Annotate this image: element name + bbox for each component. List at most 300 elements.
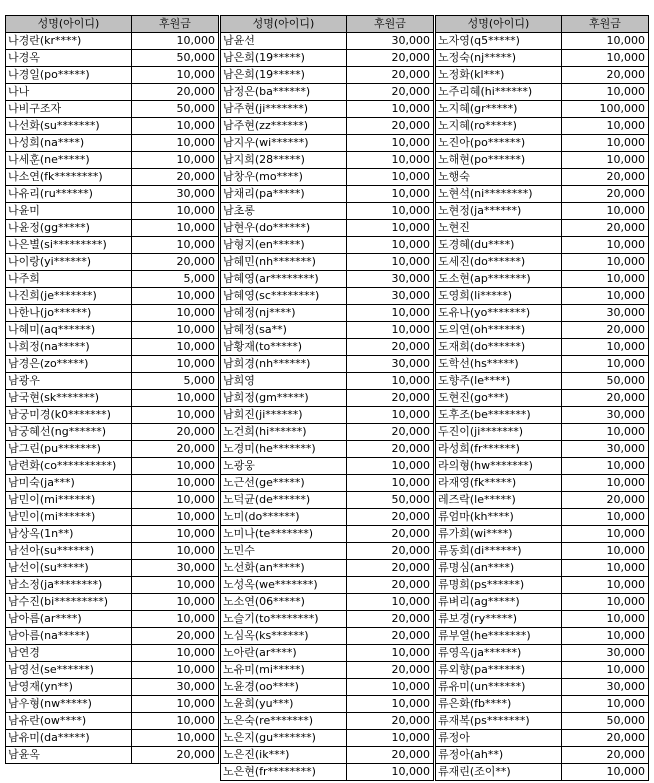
table-row [6, 288, 219, 305]
donation-amount: 50,000 [132, 101, 219, 118]
table-row [6, 730, 219, 747]
donor-name: 남수진(bi*********) [6, 594, 132, 611]
table-row [221, 390, 434, 407]
donation-amount: 20,000 [132, 169, 219, 186]
donor-name: 류은화(fb****) [436, 696, 562, 713]
donor-name: 노건희(hi******) [221, 424, 347, 441]
donor-name: 남혜영(ar********) [221, 271, 347, 288]
donation-amount: 10,000 [562, 254, 649, 271]
donor-name: 남희정(gm*****) [221, 390, 347, 407]
donation-amount: 10,000 [132, 611, 219, 628]
table-row [6, 101, 219, 118]
donation-amount: 10,000 [562, 50, 649, 67]
donation-amount: 30,000 [562, 441, 649, 458]
donor-name: 나혜미(aq******) [6, 322, 132, 339]
table-row [6, 135, 219, 152]
donor-name: 남소정(ja********) [6, 577, 132, 594]
donation-amount: 10,000 [562, 526, 649, 543]
donation-amount: 30,000 [347, 356, 434, 373]
table-row [436, 713, 649, 730]
donor-name: 도재희(do******) [436, 339, 562, 356]
donation-amount: 10,000 [347, 458, 434, 475]
donation-amount: 10,000 [562, 33, 649, 50]
table-row [6, 713, 219, 730]
donor-name: 도유나(yo*******) [436, 305, 562, 322]
table-row [436, 441, 649, 458]
donation-amount: 10,000 [562, 288, 649, 305]
table-row [221, 67, 434, 84]
donor-name: 노성옥(we*******) [221, 577, 347, 594]
table-row [221, 424, 434, 441]
donor-name: 남채리(pa*****) [221, 186, 347, 203]
header-row [6, 16, 219, 33]
donor-name: 나희정(na*****) [6, 339, 132, 356]
donor-name: 남은희(19*****) [221, 50, 347, 67]
table-row [6, 458, 219, 475]
donor-name: 나이랑(yi******) [6, 254, 132, 271]
table-row [6, 254, 219, 271]
donation-amount: 50,000 [132, 50, 219, 67]
donation-amount: 10,000 [132, 33, 219, 50]
donor-name: 노현진 [436, 220, 562, 237]
table-row [436, 424, 649, 441]
donor-name: 남궁혜선(ng******) [6, 424, 132, 441]
donor-name: 도현진(go***) [436, 390, 562, 407]
donation-amount: 10,000 [347, 305, 434, 322]
donor-name: 라의형(hw*******) [436, 458, 562, 475]
donor-name: 남유란(ow****) [6, 713, 132, 730]
header-amount: 후원금 [562, 16, 649, 33]
donor-name: 노지혜(ro*****) [436, 118, 562, 135]
donation-amount: 10,000 [347, 169, 434, 186]
donor-name: 나나 [6, 84, 132, 101]
header-amount: 후원금 [347, 16, 434, 33]
donor-name: 나은별(si*********) [6, 237, 132, 254]
donor-name: 나경란(kr****) [6, 33, 132, 50]
donation-amount: 10,000 [132, 509, 219, 526]
donation-amount: 10,000 [562, 237, 649, 254]
donor-name: 나경일(po*****) [6, 67, 132, 84]
donation-amount: 30,000 [562, 645, 649, 662]
donor-name: 남지희(28*****) [221, 152, 347, 169]
donor-name: 남혜영(sc********) [221, 288, 347, 305]
table-row [436, 764, 649, 781]
donation-amount: 10,000 [562, 764, 649, 781]
table-row [436, 526, 649, 543]
donor-name: 노유미(mi*****) [221, 662, 347, 679]
donation-amount: 50,000 [347, 492, 434, 509]
donor-name: 남혜정(nj****) [221, 305, 347, 322]
donor-name: 노미(do******) [221, 509, 347, 526]
table-row [436, 339, 649, 356]
table-row [436, 135, 649, 152]
donation-amount: 10,000 [132, 152, 219, 169]
donation-amount: 10,000 [132, 492, 219, 509]
donor-name: 류가희(wi****) [436, 526, 562, 543]
table-row [221, 679, 434, 696]
table-row [436, 611, 649, 628]
donation-amount: 10,000 [562, 611, 649, 628]
donor-name: 남희진(ji******) [221, 407, 347, 424]
donation-amount: 20,000 [347, 526, 434, 543]
table-row [436, 84, 649, 101]
donor-name: 나진희(je*******) [6, 288, 132, 305]
donation-amount: 20,000 [347, 84, 434, 101]
table-row [221, 203, 434, 220]
donor-name: 남궁미경(k0*******) [6, 407, 132, 424]
donor-name: 나성희(na****) [6, 135, 132, 152]
donor-name: 남윤선 [221, 33, 347, 50]
donor-name: 남아름(ar****) [6, 611, 132, 628]
donation-amount: 30,000 [132, 679, 219, 696]
table-row [6, 33, 219, 50]
donor-name: 노경미(he*******) [221, 441, 347, 458]
donation-amount: 10,000 [562, 271, 649, 288]
donation-amount: 10,000 [347, 730, 434, 747]
header-amount: 후원금 [132, 16, 219, 33]
donor-name: 남주현(ji*******) [221, 101, 347, 118]
table-row [221, 662, 434, 679]
donation-amount: 10,000 [132, 322, 219, 339]
donation-amount: 10,000 [347, 220, 434, 237]
donation-amount: 30,000 [347, 271, 434, 288]
table-row [6, 492, 219, 509]
table-row [6, 424, 219, 441]
donation-amount: 10,000 [562, 203, 649, 220]
table-row [436, 186, 649, 203]
donor-name: 나윤미 [6, 203, 132, 220]
table-row [436, 458, 649, 475]
donation-amount: 10,000 [132, 543, 219, 560]
table-row [221, 373, 434, 390]
donor-name: 류영옥(ja******) [436, 645, 562, 662]
donation-amount: 30,000 [132, 186, 219, 203]
table-row [6, 594, 219, 611]
table-row [6, 390, 219, 407]
table-row [221, 169, 434, 186]
donation-amount: 30,000 [562, 679, 649, 696]
donor-name: 두진이(ji*******) [436, 424, 562, 441]
table-row [221, 560, 434, 577]
donor-name: 나주희 [6, 271, 132, 288]
donation-amount: 10,000 [132, 526, 219, 543]
table-row [6, 305, 219, 322]
donation-amount: 10,000 [347, 135, 434, 152]
table-row [436, 305, 649, 322]
donation-amount: 10,000 [562, 356, 649, 373]
donor-name: 도세진(do******) [436, 254, 562, 271]
donation-amount: 10,000 [347, 203, 434, 220]
donation-amount: 20,000 [562, 747, 649, 764]
donation-amount: 20,000 [562, 322, 649, 339]
donor-name: 나세훈(ne*****) [6, 152, 132, 169]
donation-amount: 20,000 [347, 67, 434, 84]
donation-amount: 20,000 [562, 220, 649, 237]
table-row [436, 356, 649, 373]
table-row [436, 118, 649, 135]
donor-name: 류엄마(kh****) [436, 509, 562, 526]
donation-amount: 30,000 [562, 407, 649, 424]
donation-amount: 10,000 [132, 135, 219, 152]
donor-name: 도영희(li*****) [436, 288, 562, 305]
donation-amount: 20,000 [347, 339, 434, 356]
table-row [436, 152, 649, 169]
donation-amount: 10,000 [347, 152, 434, 169]
donation-amount: 10,000 [347, 322, 434, 339]
donation-amount: 10,000 [562, 152, 649, 169]
donation-amount: 20,000 [347, 118, 434, 135]
table-row [221, 118, 434, 135]
donation-amount: 20,000 [562, 492, 649, 509]
donor-name: 남상옥(1n**) [6, 526, 132, 543]
table-row [6, 271, 219, 288]
donor-name: 남선이(su*****) [6, 560, 132, 577]
donation-amount: 10,000 [132, 662, 219, 679]
table-row [221, 339, 434, 356]
donor-name: 도경혜(du****) [436, 237, 562, 254]
donor-name: 남우형(nw*****) [6, 696, 132, 713]
donation-amount: 10,000 [132, 645, 219, 662]
donation-amount: 10,000 [132, 594, 219, 611]
donation-amount: 20,000 [347, 628, 434, 645]
donation-amount: 20,000 [347, 713, 434, 730]
donation-amount: 10,000 [132, 696, 219, 713]
donor-name: 남국현(sk*******) [6, 390, 132, 407]
table-row [436, 509, 649, 526]
table-row [221, 509, 434, 526]
table-row [221, 730, 434, 747]
donor-name: 류벼리(ag*****) [436, 594, 562, 611]
donation-amount: 10,000 [562, 475, 649, 492]
donation-amount: 10,000 [132, 390, 219, 407]
donor-name: 남광우 [6, 373, 132, 390]
table-row [6, 118, 219, 135]
table-row [221, 526, 434, 543]
donor-name: 노현정(ja******) [436, 203, 562, 220]
table-row [221, 407, 434, 424]
donation-amount: 10,000 [562, 458, 649, 475]
donation-amount: 10,000 [132, 67, 219, 84]
table-row [221, 764, 434, 781]
header-name: 성명(아이디) [221, 16, 347, 33]
donation-amount: 5,000 [132, 373, 219, 390]
donor-name: 남아름(na*****) [6, 628, 132, 645]
donor-name: 남창우(mo****) [221, 169, 347, 186]
donation-amount: 10,000 [562, 594, 649, 611]
table-row [221, 84, 434, 101]
table-row [221, 135, 434, 152]
donation-amount: 10,000 [132, 713, 219, 730]
donor-name: 남영재(yn**) [6, 679, 132, 696]
donor-name: 도향주(le****) [436, 373, 562, 390]
donation-amount: 20,000 [132, 441, 219, 458]
donation-amount: 10,000 [562, 662, 649, 679]
table-row [6, 84, 219, 101]
donor-name: 노미나(te*******) [221, 526, 347, 543]
table-row [221, 577, 434, 594]
table-row [221, 101, 434, 118]
donor-name: 남주현(zz******) [221, 118, 347, 135]
donor-name: 노소연(06*****) [221, 594, 347, 611]
donation-amount: 10,000 [347, 237, 434, 254]
donor-name: 라성희(fr******) [436, 441, 562, 458]
donor-name: 류유미(un******) [436, 679, 562, 696]
table-row [6, 611, 219, 628]
table-row [6, 152, 219, 169]
donation-amount: 10,000 [132, 475, 219, 492]
table-row [436, 237, 649, 254]
table-row [436, 407, 649, 424]
donor-name: 남미숙(ja***) [6, 475, 132, 492]
donation-amount: 10,000 [132, 237, 219, 254]
donor-name: 노자영(q5*****) [436, 33, 562, 50]
donor-name: 나유리(ru******) [6, 186, 132, 203]
table-row [6, 322, 219, 339]
donor-name: 도후조(be*******) [436, 407, 562, 424]
donation-amount: 10,000 [132, 118, 219, 135]
donation-amount: 10,000 [562, 118, 649, 135]
donation-amount: 10,000 [562, 84, 649, 101]
donation-amount: 20,000 [347, 577, 434, 594]
donation-amount: 20,000 [132, 747, 219, 764]
donor-name: 류외향(pa******) [436, 662, 562, 679]
table-row [436, 101, 649, 118]
donor-table-1 [5, 15, 219, 764]
table-row [221, 220, 434, 237]
table-row [436, 33, 649, 50]
donor-name: 노선화(an*****) [221, 560, 347, 577]
table-row [436, 390, 649, 407]
table-row [221, 271, 434, 288]
donor-name: 나경옥 [6, 50, 132, 67]
donation-amount: 10,000 [562, 628, 649, 645]
donation-amount: 20,000 [347, 390, 434, 407]
table-row [6, 543, 219, 560]
donor-name: 나한나(jo******) [6, 305, 132, 322]
donor-name: 노지혜(gr*****) [436, 101, 562, 118]
table-row [221, 492, 434, 509]
donation-amount: 10,000 [347, 101, 434, 118]
table-row [436, 662, 649, 679]
table-row [221, 594, 434, 611]
table-row [6, 645, 219, 662]
donation-amount: 10,000 [562, 543, 649, 560]
donor-name: 나소연(fk********) [6, 169, 132, 186]
donor-table-2 [220, 15, 434, 781]
donor-name: 류명심(an****) [436, 560, 562, 577]
table-row [6, 747, 219, 764]
table-row [436, 747, 649, 764]
table-row [6, 696, 219, 713]
table-row [221, 50, 434, 67]
donor-name: 남연경 [6, 645, 132, 662]
donation-amount: 10,000 [132, 203, 219, 220]
table-row [6, 67, 219, 84]
donor-name: 노광웅 [221, 458, 347, 475]
table-row [436, 577, 649, 594]
donation-amount: 10,000 [132, 305, 219, 322]
donor-name: 남민이(mi******) [6, 509, 132, 526]
donation-amount: 10,000 [347, 373, 434, 390]
table-row [221, 543, 434, 560]
donor-name: 류명희(ps******) [436, 577, 562, 594]
donation-amount: 20,000 [347, 543, 434, 560]
table-row [221, 713, 434, 730]
donation-amount: 20,000 [132, 424, 219, 441]
donor-name: 나윤정(gg*****) [6, 220, 132, 237]
donation-amount: 10,000 [347, 645, 434, 662]
donation-amount: 10,000 [132, 458, 219, 475]
donor-name: 도의연(oh******) [436, 322, 562, 339]
table-row [436, 322, 649, 339]
donor-name: 노주리혜(hi******) [436, 84, 562, 101]
donor-name: 라재영(fk*****) [436, 475, 562, 492]
table-row [221, 475, 434, 492]
donation-amount: 10,000 [562, 135, 649, 152]
donor-name: 남황재(to*****) [221, 339, 347, 356]
table-row [221, 254, 434, 271]
donor-name: 노행숙 [436, 169, 562, 186]
table-row [436, 254, 649, 271]
donation-amount: 20,000 [347, 50, 434, 67]
donation-amount: 10,000 [132, 730, 219, 747]
donor-name: 남현우(do******) [221, 220, 347, 237]
donor-name: 류보경(ry*****) [436, 611, 562, 628]
table-row [6, 441, 219, 458]
donation-amount: 20,000 [347, 441, 434, 458]
table-row [436, 373, 649, 390]
table-row [6, 186, 219, 203]
table-row [221, 696, 434, 713]
donation-amount: 10,000 [132, 220, 219, 237]
donor-name: 노아란(ar****) [221, 645, 347, 662]
table-row [6, 526, 219, 543]
donation-amount: 10,000 [562, 560, 649, 577]
table-row [221, 288, 434, 305]
table-row [436, 628, 649, 645]
donation-amount: 20,000 [132, 628, 219, 645]
donor-name: 남지우(wi******) [221, 135, 347, 152]
table-row [221, 441, 434, 458]
donor-name: 남혜정(sa**) [221, 322, 347, 339]
table-row [221, 611, 434, 628]
donation-amount: 50,000 [562, 373, 649, 390]
table-row [436, 50, 649, 67]
table-row [436, 67, 649, 84]
donor-name: 도소현(ap*******) [436, 271, 562, 288]
donation-amount: 10,000 [132, 339, 219, 356]
table-row [436, 730, 649, 747]
table-row [6, 356, 219, 373]
table-row [6, 237, 219, 254]
donor-name: 류재린(조이**) [436, 764, 562, 781]
table-row [6, 475, 219, 492]
donor-name: 남련화(co**********) [6, 458, 132, 475]
donor-table-3 [435, 15, 649, 781]
donation-amount: 10,000 [347, 696, 434, 713]
table-row [221, 305, 434, 322]
table-row [221, 152, 434, 169]
donor-name: 노윤경(oo****) [221, 679, 347, 696]
table-row [436, 203, 649, 220]
donor-name: 남형지(en*****) [221, 237, 347, 254]
table-row [6, 373, 219, 390]
donation-amount: 10,000 [132, 288, 219, 305]
donor-name: 류정아(ah**) [436, 747, 562, 764]
table-row [6, 560, 219, 577]
donation-amount: 10,000 [562, 577, 649, 594]
table-row [6, 339, 219, 356]
